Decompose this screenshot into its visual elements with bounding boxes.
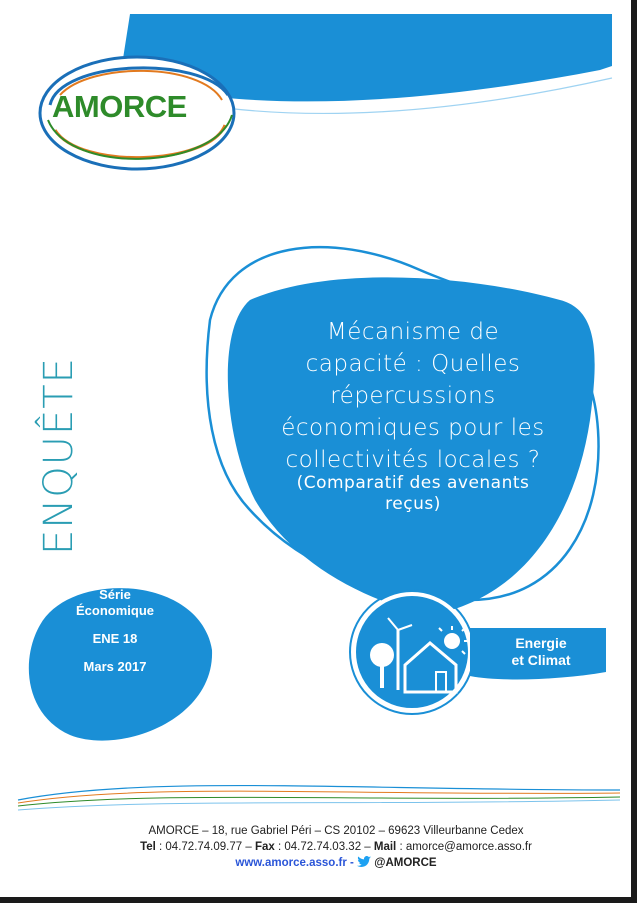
footer bbox=[100, 823, 572, 873]
fax-value: : 04.72.74.03.32 – bbox=[274, 841, 374, 853]
amorce-logo-text: AMORCE bbox=[52, 89, 187, 124]
serie-label: Série bbox=[99, 587, 131, 602]
footer-web bbox=[100, 855, 572, 873]
footer-address: AMORCE – 18, rue Gabriel Péri – CS 20102 – 69623 Villeurbanne Cedex bbox=[148, 825, 524, 837]
twitter-handle[interactable]: @AMORCE bbox=[374, 857, 437, 869]
subtitle-line: reçus) bbox=[385, 494, 441, 514]
document-title bbox=[248, 316, 578, 476]
mail-value[interactable]: : amorce@amorce.asso.fr bbox=[396, 841, 532, 853]
footer-waves bbox=[18, 786, 620, 810]
title-line: capacité : Quelles bbox=[305, 351, 521, 377]
document-type-label: ENQUÊTE bbox=[36, 357, 82, 555]
website-link[interactable]: www.amorce.asso.fr bbox=[235, 857, 347, 869]
fax-label: Fax bbox=[254, 841, 275, 853]
document-subtitle bbox=[248, 473, 578, 515]
title-line: économiques pour les bbox=[281, 415, 545, 441]
serie-code: ENE 18 bbox=[92, 631, 138, 646]
title-line: répercussions bbox=[330, 383, 496, 409]
page-edge-right bbox=[631, 0, 637, 903]
serie-info bbox=[55, 587, 175, 675]
theme-line: Energie bbox=[515, 635, 567, 651]
footer-contact bbox=[100, 839, 572, 855]
mail-label: Mail bbox=[373, 841, 397, 853]
energy-climate-icon bbox=[350, 590, 474, 714]
tel-value: : 04.72.74.09.77 – bbox=[155, 841, 255, 853]
subtitle-line: (Comparatif des avenants bbox=[296, 473, 530, 493]
title-line: collectivités locales ? bbox=[285, 447, 541, 473]
publication-date: Mars 2017 bbox=[83, 659, 147, 674]
footer-separator: - bbox=[346, 857, 358, 869]
theme-label bbox=[480, 635, 602, 669]
title-line: Mécanisme de bbox=[326, 319, 500, 345]
page-edge-bottom bbox=[0, 897, 637, 903]
tel-label: Tel bbox=[140, 841, 156, 853]
serie-category: Économique bbox=[75, 603, 154, 618]
theme-line: et Climat bbox=[511, 652, 571, 668]
twitter-icon[interactable] bbox=[357, 856, 371, 873]
